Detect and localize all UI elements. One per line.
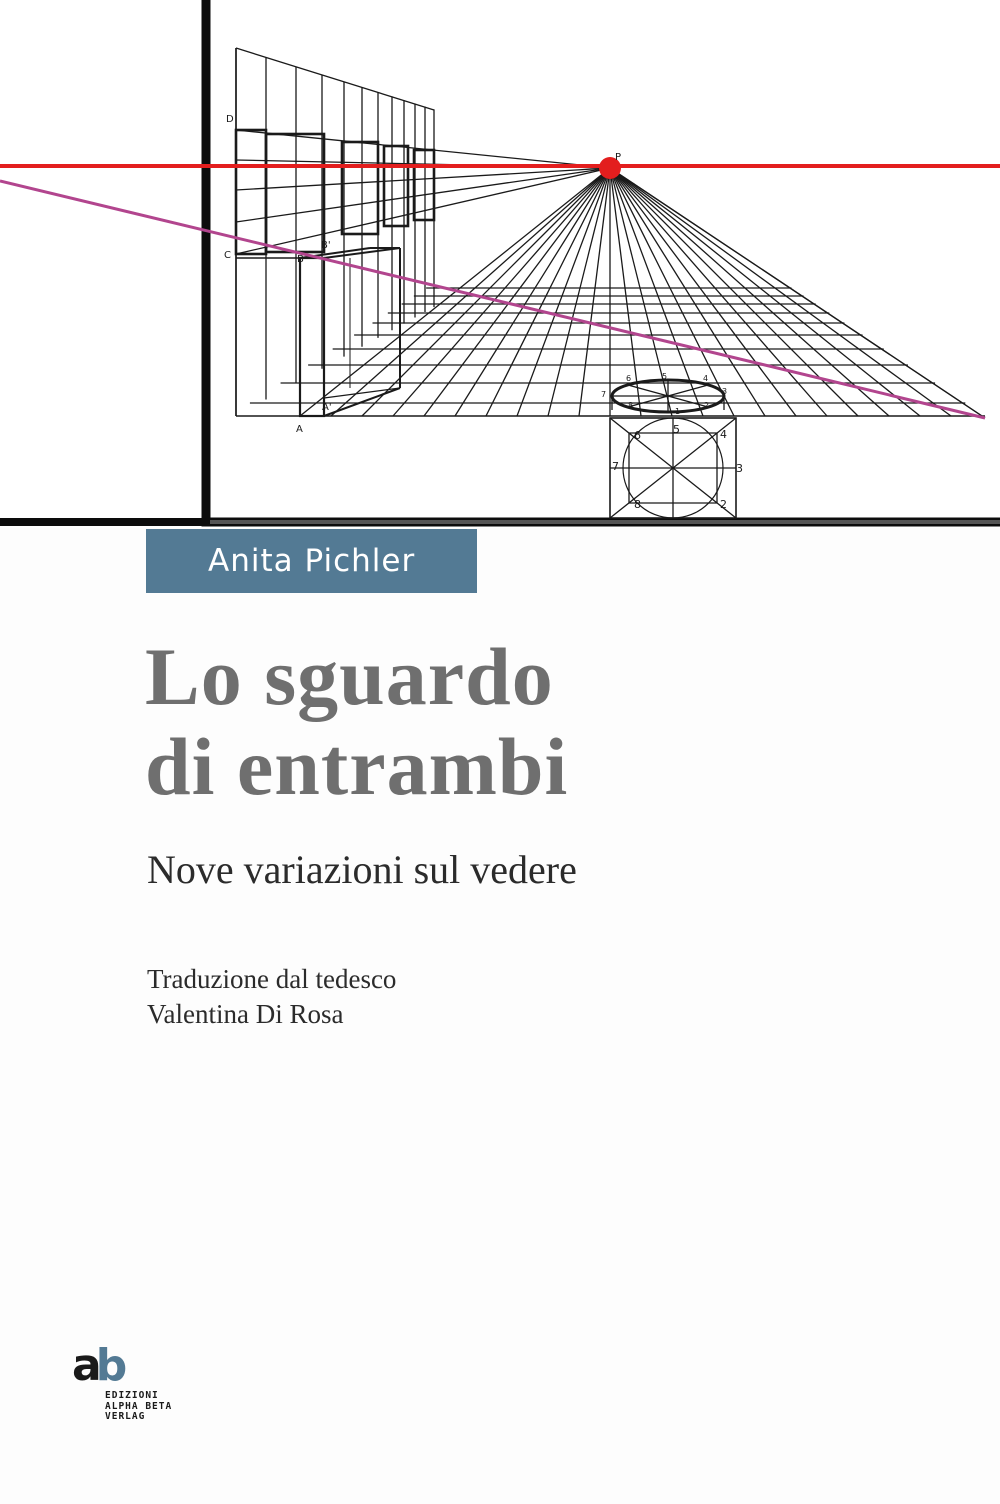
circle-label-6: 6	[634, 429, 641, 442]
translation-note: Traduzione dal tedesco	[147, 964, 397, 994]
ellipse-label-8: 8	[628, 401, 634, 410]
book-subtitle: Nove variazioni sul vedere	[147, 847, 577, 892]
author-name: Anita Pichler	[208, 543, 416, 579]
circle-label-5: 5	[673, 423, 680, 436]
circle-label-7: 7	[612, 460, 619, 473]
perspective-drawing	[0, 0, 1000, 528]
title-line-2: di entrambi	[145, 721, 569, 812]
label-vanishing-point: P	[615, 152, 622, 163]
label-d: D	[226, 114, 234, 125]
label-b: B	[297, 254, 304, 265]
circle-label-4: 4	[720, 428, 727, 441]
ellipse-label-7: 7	[601, 390, 607, 399]
translator-name: Valentina Di Rosa	[147, 999, 344, 1029]
illustration-background	[0, 0, 1000, 528]
ellipse-label-3: 3	[722, 387, 728, 396]
publisher-line-1: EDIZIONI	[105, 1390, 159, 1401]
label-a: A	[296, 424, 303, 435]
book-title	[145, 632, 568, 812]
circle-label-2: 2	[720, 498, 727, 511]
circle-label-3: 3	[736, 462, 743, 475]
circle-label-8: 8	[634, 498, 641, 511]
label-a-prime: A'	[322, 402, 332, 413]
publisher-logo-mark	[72, 1340, 122, 1391]
label-c: C	[224, 250, 231, 261]
publisher-line-2: ALPHA BETA	[105, 1400, 173, 1412]
title-line-1: Lo sguardo	[145, 631, 554, 722]
author-band	[146, 529, 477, 593]
logo-letter-b: b	[95, 1340, 122, 1391]
publisher-logo	[72, 1340, 182, 1422]
translation-credits	[147, 962, 396, 1032]
label-b-prime: B'	[321, 240, 331, 251]
cover-illustration	[0, 0, 1000, 528]
ellipse-label-4: 4	[703, 374, 709, 383]
publisher-line-3: VERLAG	[105, 1411, 146, 1422]
ellipse-label-5: 5	[662, 372, 668, 381]
publisher-name	[105, 1391, 172, 1423]
ellipse-label-1: 1	[675, 407, 681, 416]
ellipse-label-2: 2	[704, 401, 710, 410]
ellipse-label-6: 6	[626, 374, 632, 383]
logo-letter-a: a	[72, 1340, 96, 1391]
